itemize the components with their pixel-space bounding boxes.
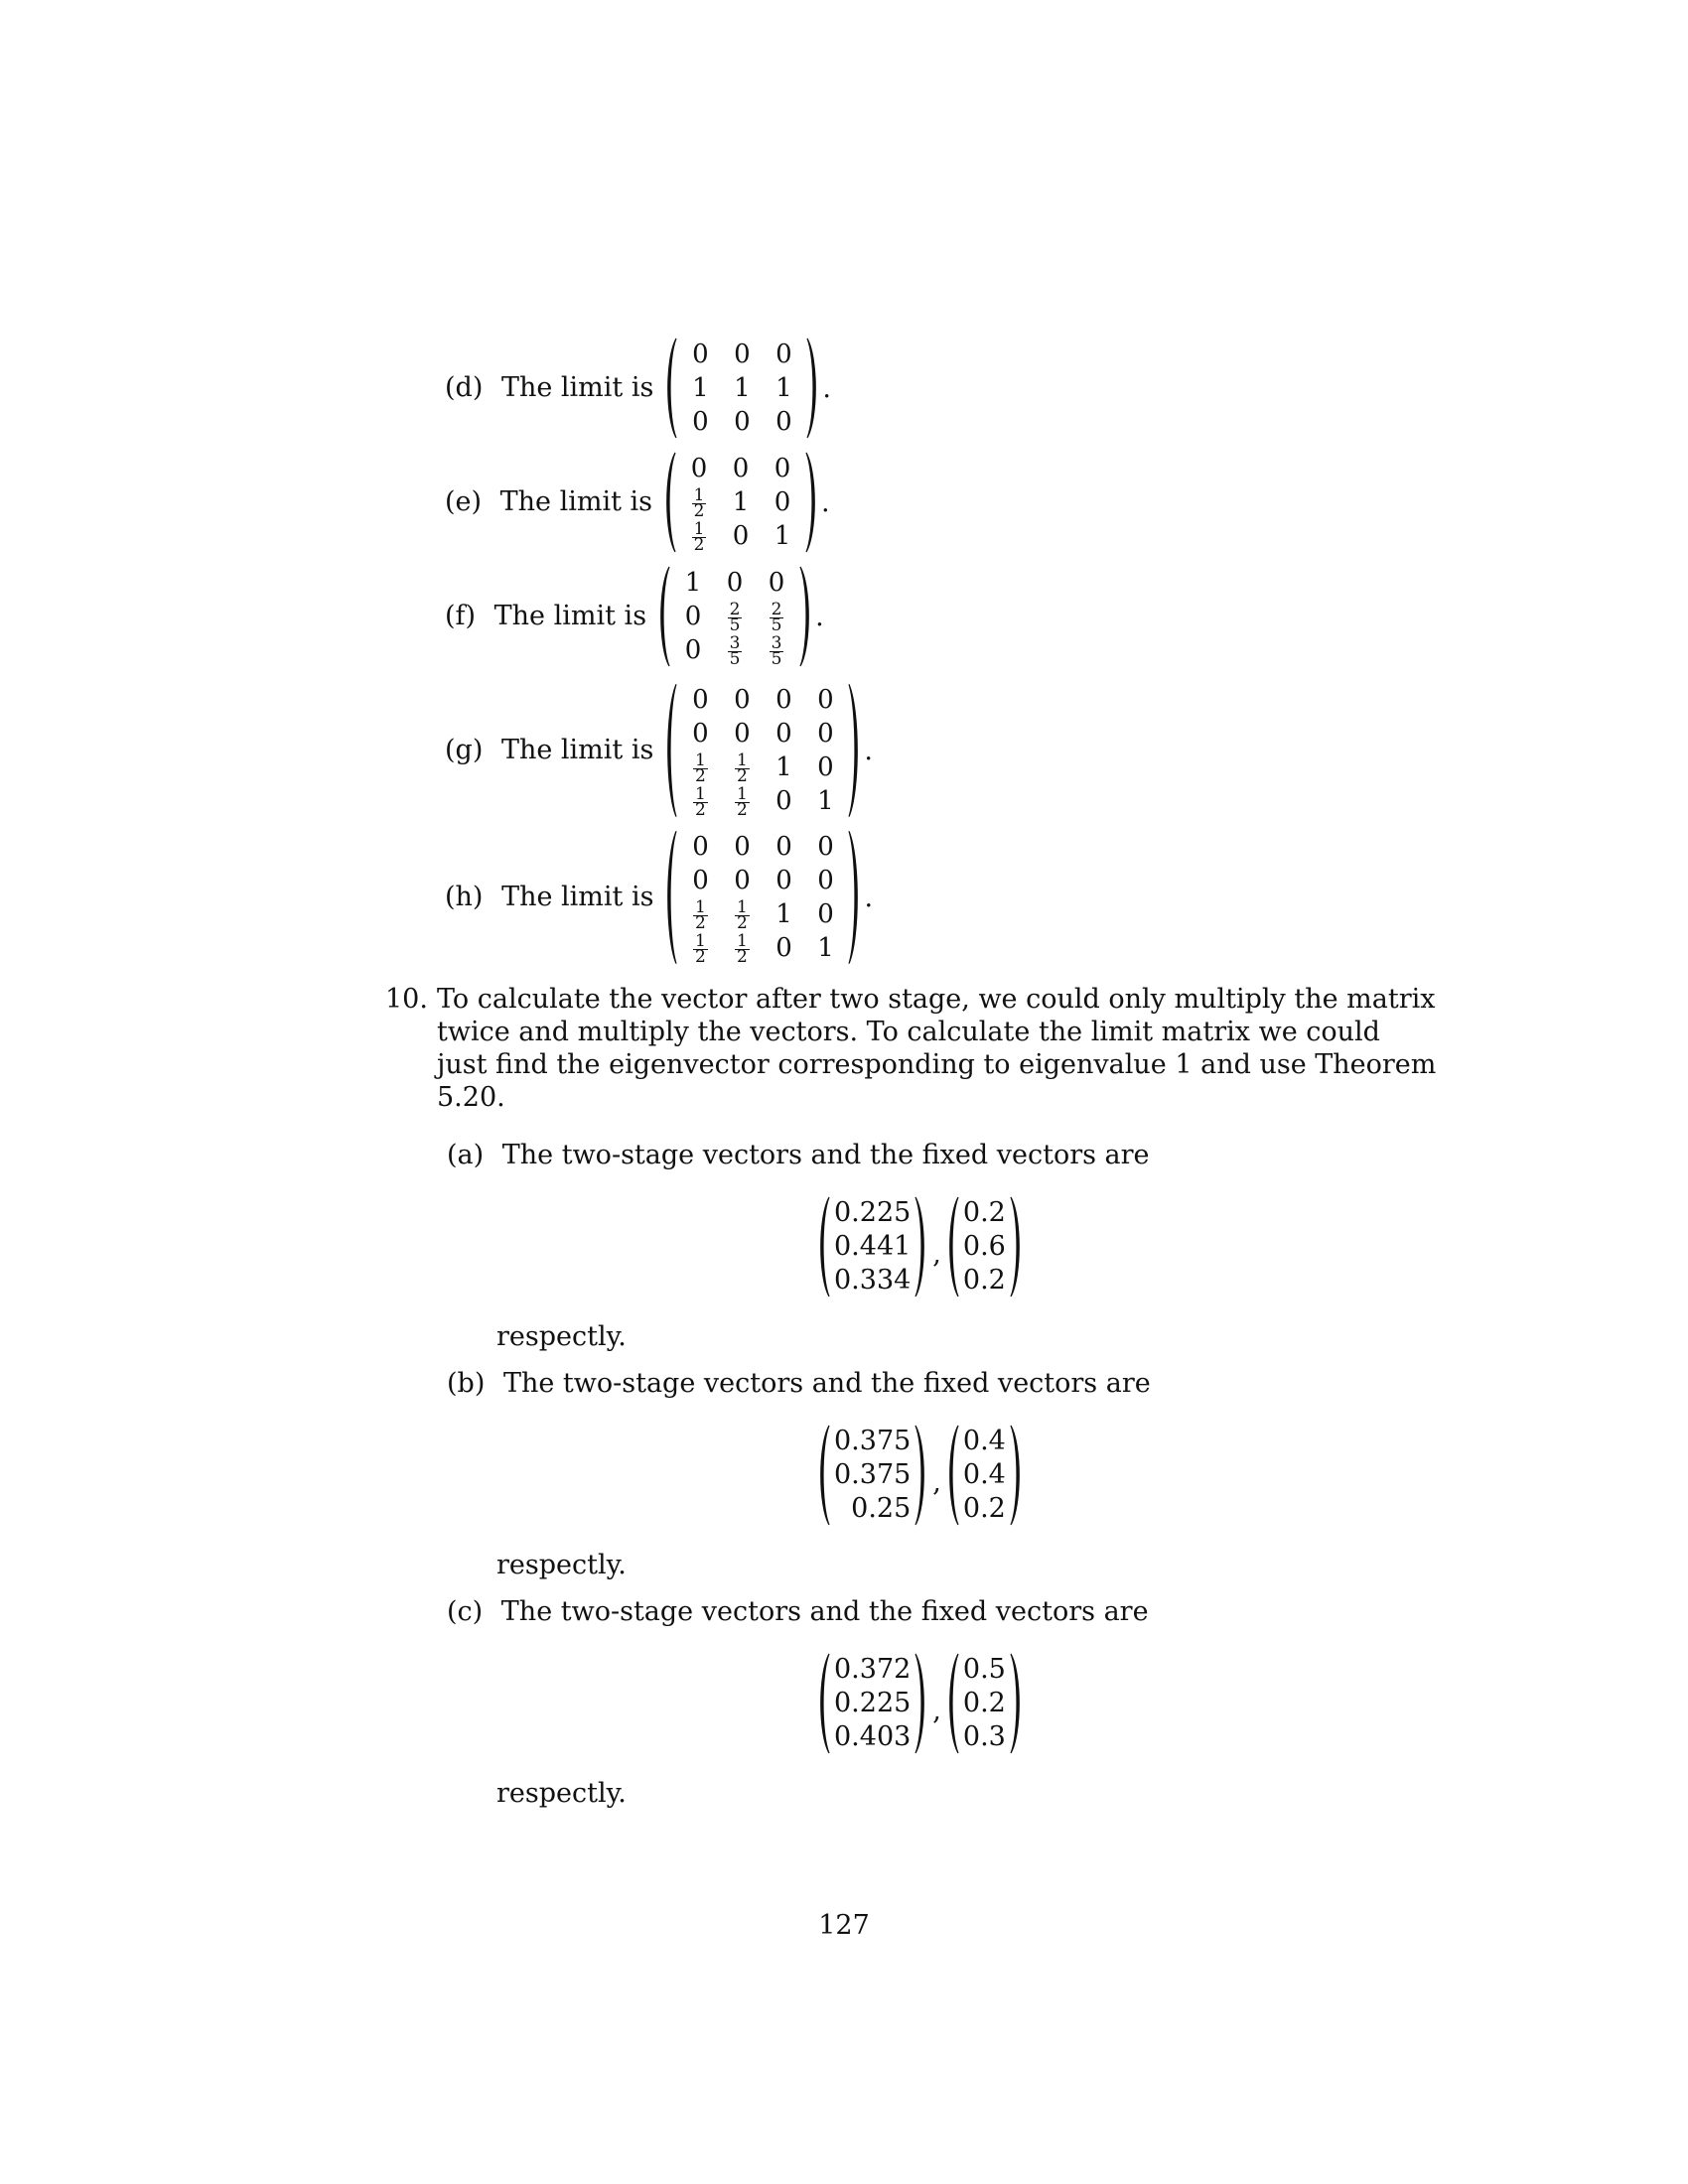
part-a-fixed-vector [945, 1196, 1024, 1297]
matrix-entry: 1 [775, 373, 792, 403]
right-paren [846, 830, 862, 965]
item-f-text: The limit is [493, 601, 647, 631]
right-paren [1008, 1653, 1024, 1754]
matrix-entry: 0 [817, 899, 834, 929]
q10-line-1: To calculate the vector after two stage, we could only multiply the matrix [437, 984, 1436, 1015]
vector-entry: 0.2 [962, 1493, 1006, 1524]
page-number: 127 [818, 1910, 870, 1941]
part-b-two-stage-vector [816, 1425, 928, 1526]
part-a-two-stage-vector [816, 1196, 928, 1297]
matrix-entry: 1 [734, 373, 751, 403]
part-b-fixed-vector [945, 1425, 1024, 1526]
item-g-marker: (g) [445, 735, 484, 765]
vector-entry: 0.2 [962, 1688, 1006, 1718]
matrix-entry: 0 [692, 866, 709, 895]
left-paren [945, 1196, 961, 1297]
part-a-marker: (a) [447, 1140, 485, 1170]
vector-entry: 0.2 [962, 1265, 1006, 1296]
part-c-vectors: 0.372 0.225 0.403 , 0.5 0.2 0.3 [816, 1653, 1024, 1754]
vector-entry: 0.225 [834, 1197, 912, 1228]
part-c-marker: (c) [447, 1596, 484, 1627]
matrix-entry: 1 [732, 487, 750, 517]
left-paren [663, 338, 679, 439]
matrix-entry: $\frac{3}{5}$ [771, 632, 782, 669]
matrix-entry: 0 [775, 719, 792, 749]
item-g-matrix [663, 683, 862, 818]
matrix-entry: 0 [734, 719, 751, 749]
matrix-entry: 0 [817, 719, 834, 749]
vector-entry: 0.375 [834, 1426, 912, 1456]
matrix-entry: 0 [692, 685, 709, 715]
right-paren [913, 1653, 928, 1754]
matrix-entry: 0 [690, 454, 708, 483]
matrix-entry: $\frac{1}{2}$ [737, 930, 748, 967]
item-e-text: The limit is [499, 486, 653, 517]
matrix-entry: 0 [732, 521, 750, 551]
left-paren [662, 452, 678, 553]
matrix-entry: 1 [775, 899, 792, 929]
matrix-entry: 0 [734, 407, 751, 437]
vector-entry: 0.4 [962, 1459, 1006, 1490]
vector-entry: 0.3 [962, 1721, 1006, 1752]
q10-number: 10. [385, 984, 428, 1015]
item-e-marker: (e) [445, 486, 483, 517]
vector-entry: 0.25 [851, 1493, 912, 1524]
right-paren [803, 452, 819, 553]
matrix-entry: $\frac{1}{2}$ [694, 783, 706, 820]
matrix-entry: $\frac{3}{5}$ [729, 632, 741, 669]
q10-line-2: twice and multiply the vectors. To calculate the limit matrix we could [437, 1017, 1380, 1047]
vector-entry: 0.225 [834, 1688, 912, 1718]
item-d: (d) The limit is 0 0 0 1 1 1 0 0 0 . [445, 340, 831, 437]
left-paren [663, 830, 679, 965]
part-c-two-stage-vector [816, 1653, 928, 1754]
matrix-entry: $\frac{2}{5}$ [729, 599, 741, 635]
matrix-entry: 0 [692, 340, 709, 369]
item-h-marker: (h) [445, 882, 484, 912]
matrix-entry: 1 [684, 568, 702, 598]
item-h-text: The limit is [501, 882, 654, 912]
vector-entry: 0.2 [962, 1197, 1006, 1228]
part-c-fixed-vector [945, 1653, 1024, 1754]
item-g: (g) The limit is 0 0 0 0 0 0 0 0 $\frac{1}{2}$ $\frac{1}{2}$ 1 0 $\frac{1}{2}$ $\frac{1}{2}$ 0 1 . [445, 685, 873, 820]
matrix-entry: 0 [775, 933, 792, 963]
item-f-matrix [656, 566, 813, 667]
part-b-marker: (b) [447, 1368, 486, 1399]
matrix-entry: 0 [692, 407, 709, 437]
matrix-entry: 1 [817, 933, 834, 963]
part-b-vectors: 0.375 0.375 0.25 , 0.4 0.4 0.2 [816, 1425, 1024, 1526]
part-a-vectors: 0.225 0.441 0.334 , 0.2 0.6 0.2 [816, 1196, 1024, 1297]
vector-entry: 0.403 [834, 1721, 912, 1752]
left-paren [663, 683, 679, 818]
matrix-entry: 1 [774, 521, 791, 551]
matrix-entry: 0 [775, 685, 792, 715]
matrix-entry: 0 [684, 602, 702, 631]
matrix-entry: 1 [692, 373, 709, 403]
matrix-entry: $\frac{1}{2}$ [694, 750, 706, 786]
part-b-text: The two-stage vectors and the fixed vectors are [502, 1368, 1151, 1399]
part-a-text: The two-stage vectors and the fixed vectors are [501, 1140, 1150, 1170]
right-paren [804, 338, 820, 439]
left-paren [945, 1425, 961, 1526]
matrix-entry: 0 [726, 568, 744, 598]
item-h-matrix [663, 830, 862, 965]
matrix-entry: 0 [774, 454, 791, 483]
matrix-entry: 0 [734, 340, 751, 369]
matrix-entry: 0 [732, 454, 750, 483]
matrix-entry: 0 [692, 832, 709, 862]
item-e-matrix [662, 452, 819, 553]
matrix-entry: $\frac{1}{2}$ [695, 930, 706, 967]
item-g-text: The limit is [500, 735, 654, 765]
matrix-entry: 0 [774, 487, 791, 517]
part-b-closing: respectly. [496, 1550, 627, 1580]
matrix-entry: 0 [734, 685, 751, 715]
matrix-entry: 1 [775, 752, 792, 782]
matrix-entry: 0 [684, 635, 702, 665]
matrix-entry: 0 [775, 340, 792, 369]
matrix-entry: $\frac{1}{2}$ [693, 484, 705, 521]
vector-entry: 0.372 [834, 1654, 912, 1685]
matrix-entry: 0 [775, 786, 792, 816]
q10-line-4: 5.20. [437, 1082, 505, 1113]
right-paren [846, 683, 862, 818]
matrix-entry: 0 [817, 685, 834, 715]
vector-entry: 0.4 [962, 1426, 1006, 1456]
matrix-entry: 0 [692, 719, 709, 749]
matrix-entry: $\frac{2}{5}$ [771, 599, 782, 635]
item-d-text: The limit is [500, 372, 654, 403]
matrix-entry: 0 [775, 832, 792, 862]
left-paren [816, 1425, 832, 1526]
part-c-heading [447, 1595, 1149, 1629]
q10-line-3: just find the eigenvector corresponding to eigenvalue 1 and use Theorem [437, 1049, 1437, 1080]
vector-entry: 0.441 [834, 1231, 912, 1262]
item-h: (h) The limit is 0 0 0 0 0 0 0 0 $\frac{1}{2}$ $\frac{1}{2}$ 1 0 $\frac{1}{2}$ $\frac{1}{2}$ 0 1 . [445, 832, 874, 967]
matrix-entry: 0 [734, 866, 751, 895]
right-paren [913, 1196, 928, 1297]
matrix-entry: $\frac{1}{2}$ [736, 783, 748, 820]
matrix-entry: 0 [817, 866, 834, 895]
matrix-entry: $\frac{1}{2}$ [737, 896, 748, 933]
left-paren [656, 566, 672, 667]
right-paren [913, 1425, 928, 1526]
matrix-entry: $\frac{1}{2}$ [693, 518, 705, 555]
left-paren [945, 1653, 961, 1754]
matrix-entry: 0 [817, 752, 834, 782]
item-f: (f) The limit is 1 0 0 0 $\frac{2}{5}$ $\frac{2}{5}$ 0 $\frac{3}{5}$ $\frac{3}{5}$ . [445, 568, 824, 669]
part-c-text: The two-stage vectors and the fixed vectors are [500, 1596, 1149, 1627]
matrix-entry: 0 [775, 866, 792, 895]
vector-entry: 0.6 [962, 1231, 1006, 1262]
left-paren [816, 1196, 832, 1297]
part-c-closing: respectly. [496, 1778, 627, 1809]
item-d-matrix [663, 338, 820, 439]
part-a-heading [447, 1139, 1150, 1172]
vector-entry: 0.5 [962, 1654, 1006, 1685]
item-f-marker: (f) [445, 601, 477, 631]
left-paren [816, 1653, 832, 1754]
matrix-entry: 1 [817, 786, 834, 816]
matrix-entry: 0 [817, 832, 834, 862]
right-paren [797, 566, 813, 667]
item-e: (e) The limit is 0 0 0 $\frac{1}{2}$ 1 0 $\frac{1}{2}$ 0 1 . [445, 454, 830, 555]
right-paren [1008, 1425, 1024, 1526]
matrix-entry: 0 [775, 407, 792, 437]
matrix-entry: 0 [734, 832, 751, 862]
matrix-entry: $\frac{1}{2}$ [695, 896, 706, 933]
right-paren [1008, 1196, 1024, 1297]
matrix-entry: $\frac{1}{2}$ [736, 750, 748, 786]
part-a-closing: respectly. [496, 1321, 627, 1352]
part-b-heading [447, 1367, 1151, 1401]
matrix-entry: 0 [768, 568, 785, 598]
vector-entry: 0.334 [834, 1265, 912, 1296]
vector-entry: 0.375 [834, 1459, 912, 1490]
item-d-marker: (d) [445, 372, 484, 403]
